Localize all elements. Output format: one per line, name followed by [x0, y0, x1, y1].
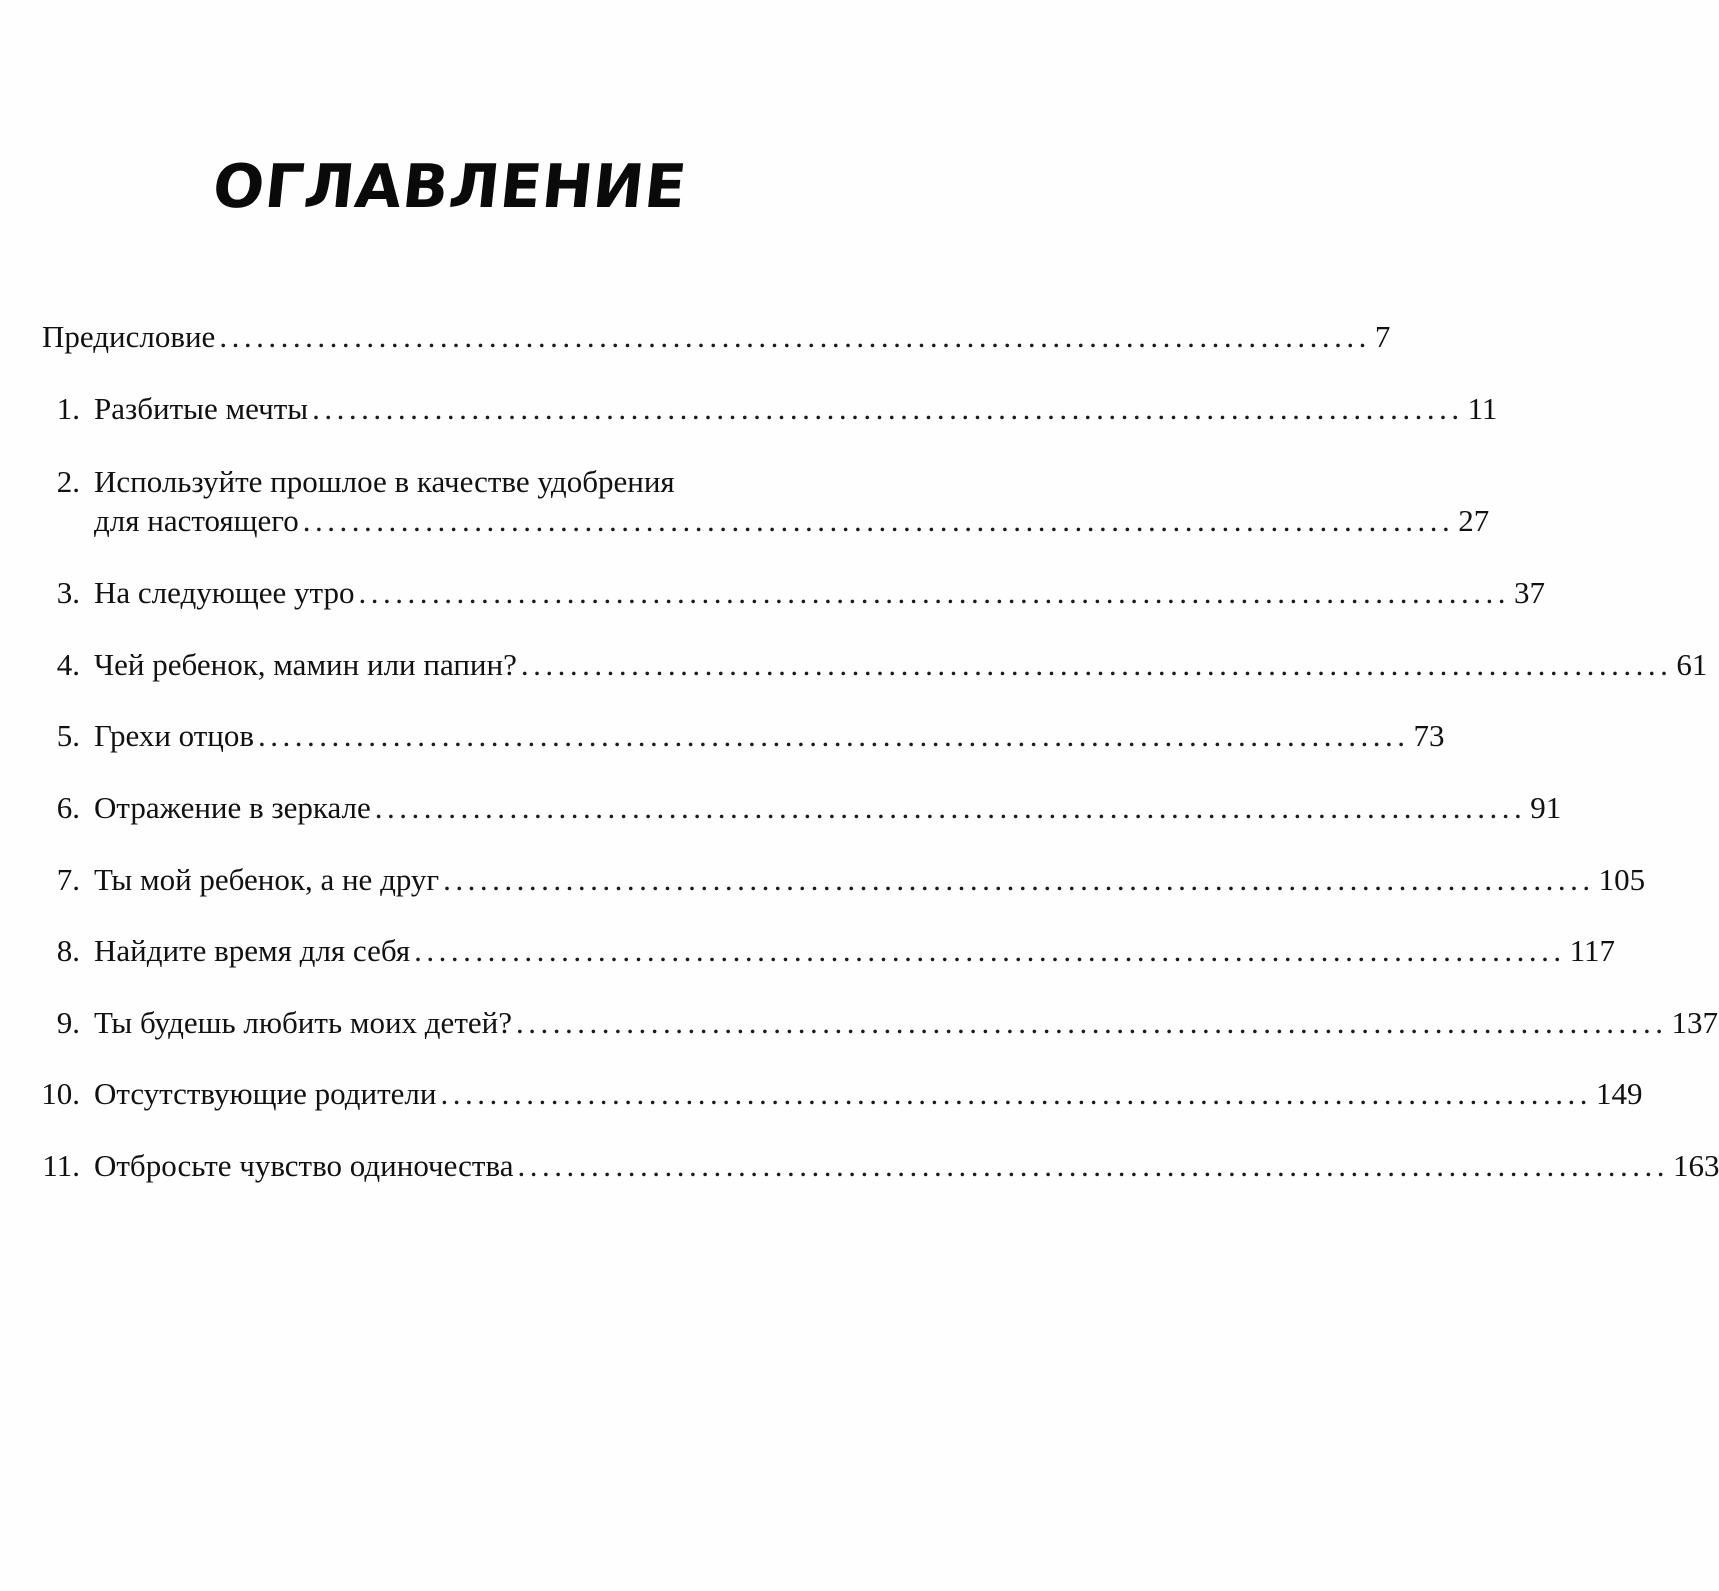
chapter-number: 10. — [41, 1076, 80, 1111]
toc-entry-label: Разбитые мечты — [94, 391, 309, 426]
toc-line — [94, 643, 1708, 687]
toc-entry-label: для настоящего — [94, 503, 299, 538]
toc-page-number: 91 — [1530, 790, 1562, 825]
toc-entry[interactable] — [0, 1001, 1718, 1045]
toc-entry[interactable] — [0, 387, 1498, 431]
toc-entry-preface[interactable] — [0, 315, 1391, 359]
toc-line — [94, 1001, 1718, 1045]
toc-entry[interactable] — [0, 929, 1615, 973]
toc-entry-label: Ты будешь любить моих детей? — [94, 1005, 512, 1040]
toc-entry-label: Отражение в зеркале — [94, 790, 371, 825]
toc-page-number: 27 — [1458, 503, 1490, 538]
toc-entry[interactable] — [0, 643, 1708, 687]
toc-entry-label: Ты мой ребенок, а не друг — [94, 862, 440, 897]
chapter-number: 2. — [56, 464, 80, 499]
chapter-number: 3. — [56, 575, 80, 610]
dot-leader: .............................................................................................. — [440, 1076, 1592, 1111]
chapter-number: 9. — [56, 1005, 80, 1040]
toc-entry[interactable] — [0, 714, 1445, 758]
toc-entry-label: Отбросьте чувство одиночества — [94, 1148, 514, 1183]
toc-page-number: 37 — [1513, 575, 1545, 610]
toc-page-number: 163 — [1672, 1148, 1719, 1183]
toc-page-number: 61 — [1676, 647, 1708, 682]
toc-entry[interactable] — [0, 1144, 1719, 1188]
toc-entry-label-line1: Используйте прошлое в качестве удобрения — [94, 464, 675, 499]
toc-page-number: 11 — [1467, 391, 1498, 426]
toc-line — [94, 786, 1562, 830]
toc-entry-label: Чей ребенок, мамин или папин? — [94, 647, 517, 682]
dot-leader: .............................................................................................. — [358, 575, 1510, 610]
chapter-number: 6. — [56, 790, 80, 825]
dot-leader: .............................................................................................. — [520, 647, 1673, 682]
dot-leader: .............................................................................................. — [517, 1148, 1669, 1183]
dot-leader: .............................................................................................. — [219, 319, 1371, 354]
chapter-number: 7. — [56, 862, 80, 897]
toc-line — [94, 714, 1445, 758]
toc-entry-label: На следующее утро — [94, 575, 355, 610]
toc-entry-label: Отсутствующие родители — [94, 1076, 437, 1111]
toc-entry[interactable] — [0, 460, 1000, 504]
toc-line — [94, 499, 1490, 543]
dot-leader: .............................................................................................. — [302, 503, 1455, 538]
chapter-number: 1. — [56, 391, 80, 426]
toc-entry[interactable] — [0, 786, 1562, 830]
toc-page-number: 117 — [1569, 933, 1615, 968]
dot-leader: .............................................................................................. — [258, 718, 1410, 753]
chapter-number: 4. — [56, 647, 80, 682]
toc-page-number: 7 — [1374, 319, 1391, 354]
toc-line — [94, 929, 1615, 973]
toc-line — [94, 858, 1646, 902]
toc-page-number: 137 — [1671, 1005, 1718, 1040]
toc-entry-label: Найдите время для себя — [94, 933, 411, 968]
page-title: ОГЛАВЛЕНИЕ — [209, 152, 691, 223]
dot-leader: .............................................................................................. — [374, 790, 1527, 825]
toc-entry[interactable] — [0, 571, 1545, 615]
toc-line — [42, 315, 1391, 359]
chapter-number: 11. — [42, 1148, 80, 1183]
toc-line — [94, 1144, 1719, 1188]
dot-leader: .............................................................................................. — [312, 391, 1464, 426]
toc-page-number: 149 — [1595, 1076, 1643, 1111]
dot-leader: .............................................................................................. — [443, 862, 1595, 897]
toc-line — [94, 387, 1498, 431]
toc-entry[interactable] — [0, 1072, 1643, 1116]
toc-page-number: 105 — [1598, 862, 1646, 897]
toc-entry-label: Предисловие — [42, 319, 216, 354]
chapter-number: 5. — [56, 718, 80, 753]
dot-leader: .............................................................................................. — [414, 933, 1566, 968]
dot-leader: .............................................................................................. — [515, 1005, 1668, 1040]
toc-line — [94, 571, 1545, 615]
toc-entry-continuation[interactable] — [0, 499, 1490, 543]
toc-page-number: 73 — [1413, 718, 1445, 753]
toc-entry[interactable] — [0, 858, 1646, 902]
toc-entry-label: Грехи отцов — [94, 718, 255, 753]
chapter-number: 8. — [56, 933, 80, 968]
toc-line — [94, 1072, 1643, 1116]
